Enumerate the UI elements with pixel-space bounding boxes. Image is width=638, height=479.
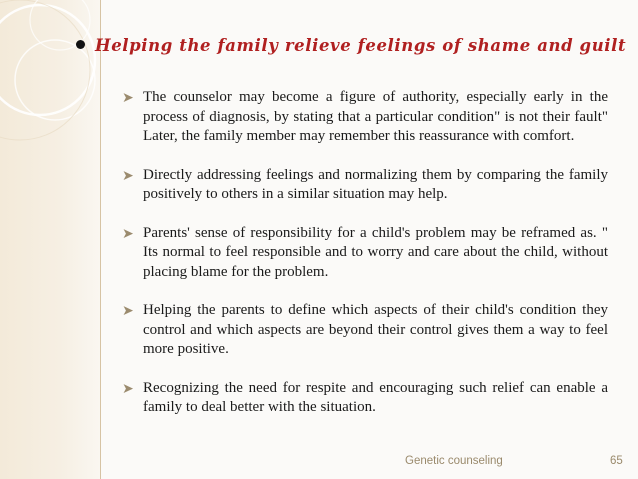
round-bullet-icon <box>76 40 85 49</box>
list-item <box>120 88 608 147</box>
arrow-bullet-icon: ➤ <box>122 381 134 397</box>
list-item-text: Recognizing the need for respite and encouraging such relief can enable a family to deal better with the situation. <box>143 379 608 415</box>
list-item-text: Helping the parents to define which aspects of their child's condition they control and which aspects are beyond their control gives them a way to feel more positive. <box>143 302 608 357</box>
arrow-bullet-icon: ➤ <box>122 91 134 106</box>
list-item <box>120 301 608 360</box>
footer-title: Genetic counseling <box>405 455 503 467</box>
arrow-bullet-icon: ➤ <box>122 304 134 319</box>
arrow-bullet-icon: ➤ <box>122 168 134 184</box>
decorative-circles-icon <box>0 0 100 479</box>
list-item-text: The counselor may become a figure of authority, especially early in the process of diagnosis, by stating that a particular condition" is not their fault" Later, the family member may remember this reassurance with comfort. <box>143 89 608 144</box>
slide-heading <box>76 36 636 55</box>
arrow-bullet-icon: ➤ <box>122 226 134 242</box>
list-item <box>120 379 608 418</box>
bullet-list <box>120 88 608 437</box>
list-item-text: Parents' sense of responsibility for a child's problem may be reframed as. " Its normal to feel responsible and to worry and care about the child, without placing blame for the problem. <box>143 224 608 280</box>
heading-text: Helping the family relieve feelings of shame and guilt <box>95 36 627 55</box>
list-item <box>120 224 608 283</box>
list-item <box>120 166 608 205</box>
page-number: 65 <box>610 455 623 467</box>
divider-line <box>100 0 101 479</box>
list-item-text: Directly addressing feelings and normalizing them by comparing the family positively to others in a similar situation may help. <box>143 166 608 202</box>
